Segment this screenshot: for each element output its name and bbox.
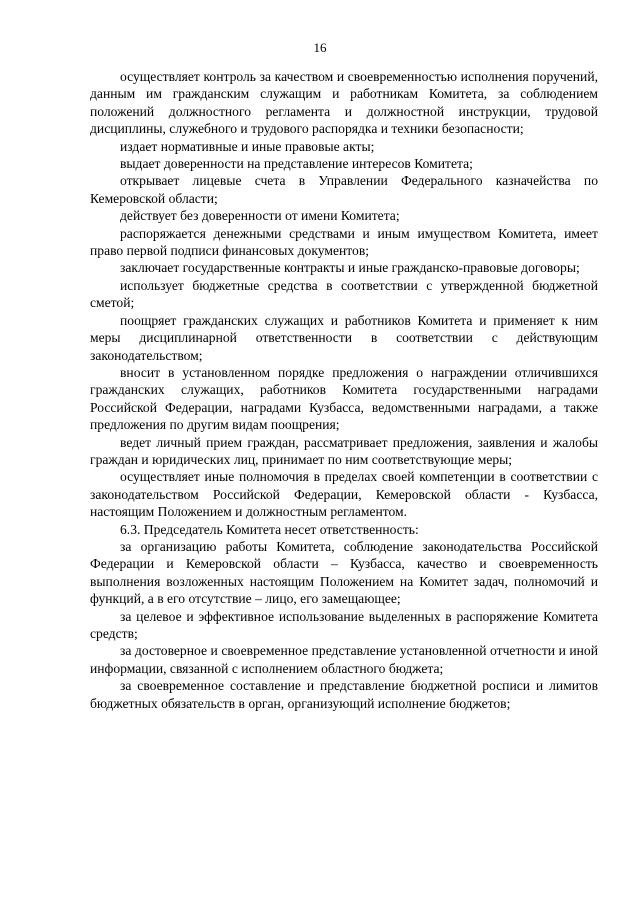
paragraph: издает нормативные и иные правовые акты; (120, 138, 375, 154)
paragraph: ведет личный прием граждан, рассматривает предложения, заявления и жалобы граждан и юридических лиц, принимает по ним соответствующие меры; (90, 434, 598, 467)
section-heading: 6.3. Председатель Комитета несет ответственность: (120, 521, 419, 537)
paragraph: за целевое и эффективное использование выделенных в распоряжение Комитета средств; (90, 608, 598, 641)
paragraph: за организацию работы Комитета, соблюдение законодательства Российской Федерации и Кемеровской области – Кузбасса, качество и своевременность выполнения возложенных настоящим Положением на Комитет задач, полномочий и функций, а в его отсутствие – лицо, его замещающее; (90, 538, 598, 607)
paragraph: распоряжается денежными средствами и иным имуществом Комитета, имеет право первой подписи финансовых документов; (90, 225, 598, 259)
page-number: 16 (313, 40, 327, 55)
document-body (90, 68, 598, 712)
paragraph: осуществляет контроль за качеством и своевременностью исполнения поручений, данным им гражданским служащим и работникам Комитета, за соблюдением положений должностного регламента и должностной инструкции, трудовой дисциплины, служебного и трудового распорядка и техники безопасности; (90, 69, 598, 137)
paragraph: действует без доверенности от имени Комитета; (120, 208, 400, 224)
paragraph: заключает государственные контракты и иные гражданско-правовые договоры; (120, 260, 580, 276)
paragraph: за своевременное составление и представление бюджетной росписи и лимитов бюджетных обязательств в орган, организующий исполнение бюджетов; (90, 678, 598, 711)
paragraph: открывает лицевые счета в Управлении Федерального казначейства по Кемеровской области; (90, 173, 598, 206)
paragraph: вносит в установленном порядке предложения о награждении отличившихся гражданских служащих, работников Комитета государственными наградами Российской Федерации, наградами Кузбасса, ведомственными наградами, а также предложения по другим видам поощрения; (90, 364, 598, 433)
paragraph: использует бюджетные средства в соответствии с утвержденной бюджетной сметой; (90, 277, 598, 311)
paragraph: осуществляет иные полномочия в пределах своей компетенции в соответствии с законодательством Российской Федерации, Кемеровской области - Кузбасса, настоящим Положением и должностным регламентом. (90, 469, 598, 520)
paragraph: выдает доверенности на представление интересов Комитета; (120, 156, 473, 172)
paragraph: поощряет гражданских служащих и работников Комитета и применяет к ним меры дисциплинарной ответственности в соответствии с действующим законодательством; (90, 312, 598, 363)
paragraph: за достоверное и своевременное представление установленной отчетности и иной информации, связанной с исполнением областного бюджета; (90, 643, 598, 676)
